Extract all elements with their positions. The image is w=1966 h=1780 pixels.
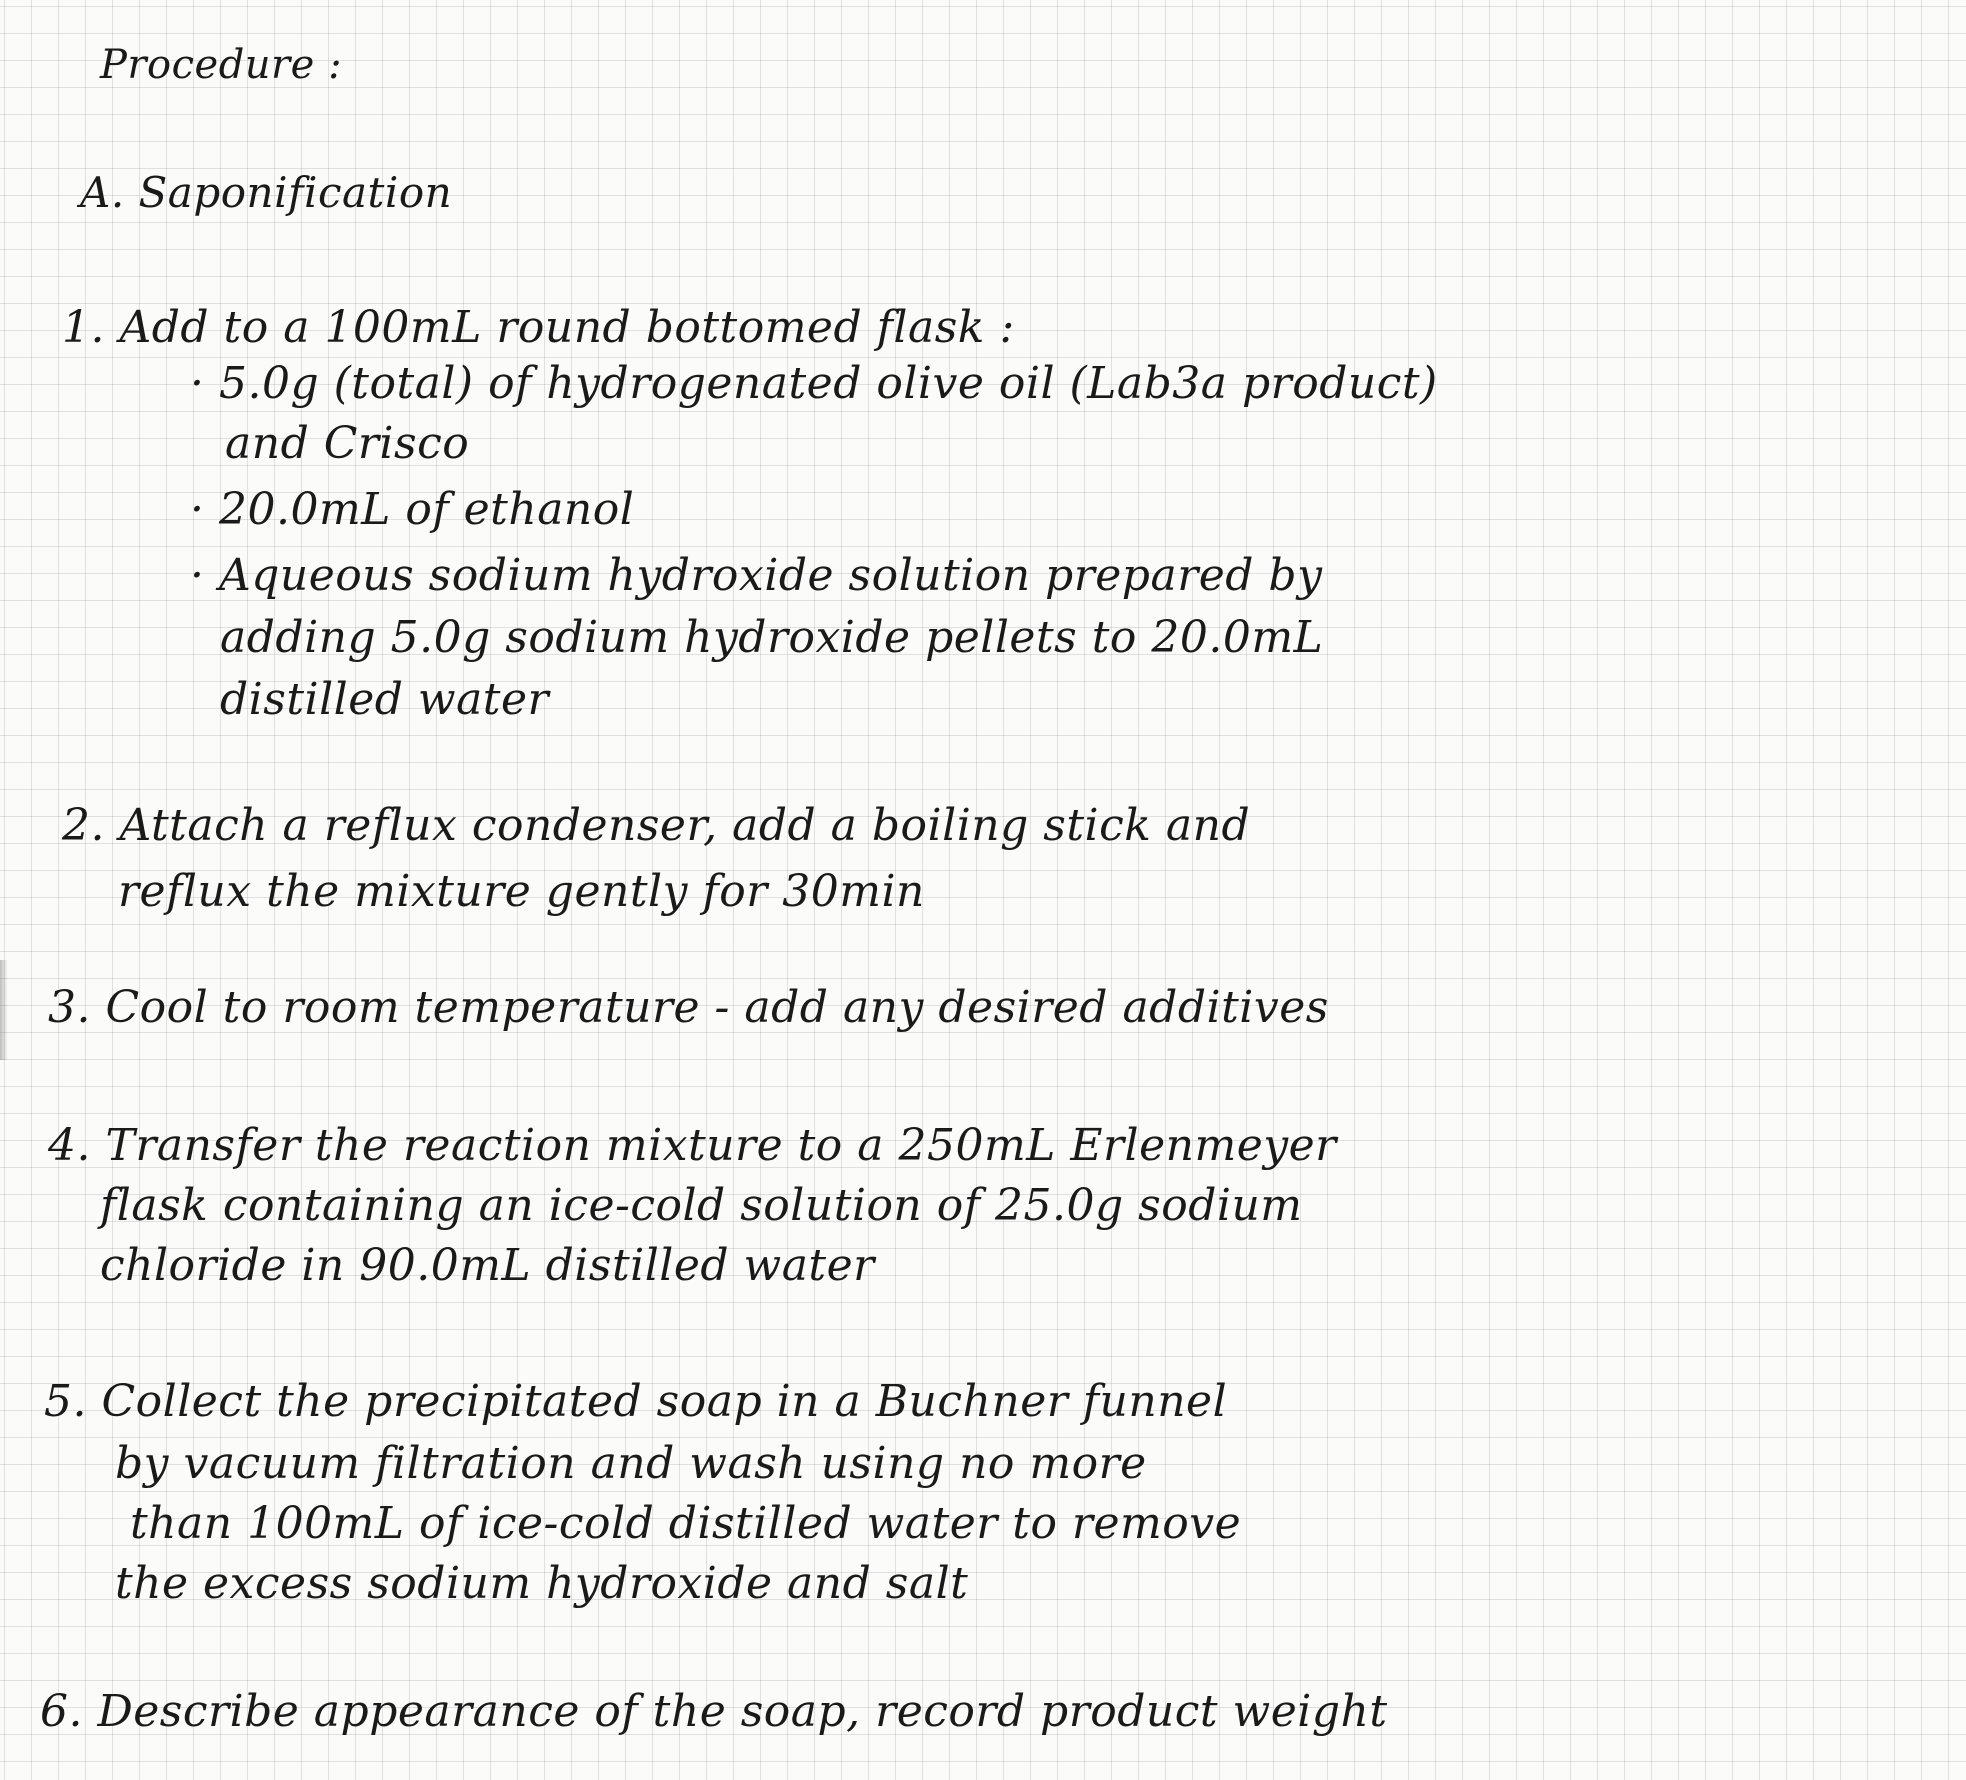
step-5-line-3: than 100mL of ice-cold distilled water to remove [130, 1498, 1242, 1549]
step-1-item-naoh: · Aqueous sodium hydroxide solution prepared by [190, 550, 1323, 601]
step-1-heading: 1. Add to a 100mL round bottomed flask : [62, 302, 1015, 353]
step-4-line-2: flask containing an ice-cold solution of 25.0g sodium [100, 1180, 1303, 1231]
procedure-title: Procedure : [100, 42, 343, 88]
step-1-item-ethanol: · 20.0mL of ethanol [190, 484, 635, 535]
step-5-line-1: 5. Collect the precipitated soap in a Buchner funnel [44, 1376, 1228, 1427]
step-1-item-oil: · 5.0g (total) of hydrogenated olive oil (Lab3a product) [190, 358, 1438, 409]
step-1-item-naoh-cont-1: adding 5.0g sodium hydroxide pellets to 20.0mL [220, 612, 1324, 663]
step-3-line-1: 3. Cool to room temperature - add any desired additives [48, 982, 1329, 1033]
step-5-line-4: the excess sodium hydroxide and salt [115, 1558, 969, 1609]
section-heading: A. Saponification [80, 168, 453, 217]
step-4-line-1: 4. Transfer the reaction mixture to a 250mL Erlenmeyer [48, 1120, 1337, 1171]
step-1-item-oil-cont: and Crisco [225, 418, 470, 469]
step-4-line-3: chloride in 90.0mL distilled water [100, 1240, 875, 1291]
step-5-line-2: by vacuum filtration and wash using no more [115, 1438, 1147, 1489]
step-1-item-naoh-cont-2: distilled water [220, 674, 550, 725]
step-6-line-1: 6. Describe appearance of the soap, record product weight [40, 1686, 1388, 1737]
step-2-line-1: 2. Attach a reflux condenser, add a boiling stick and [62, 800, 1251, 851]
step-2-line-2: reflux the mixture gently for 30min [118, 866, 925, 917]
page-edge-shadow [0, 960, 8, 1060]
